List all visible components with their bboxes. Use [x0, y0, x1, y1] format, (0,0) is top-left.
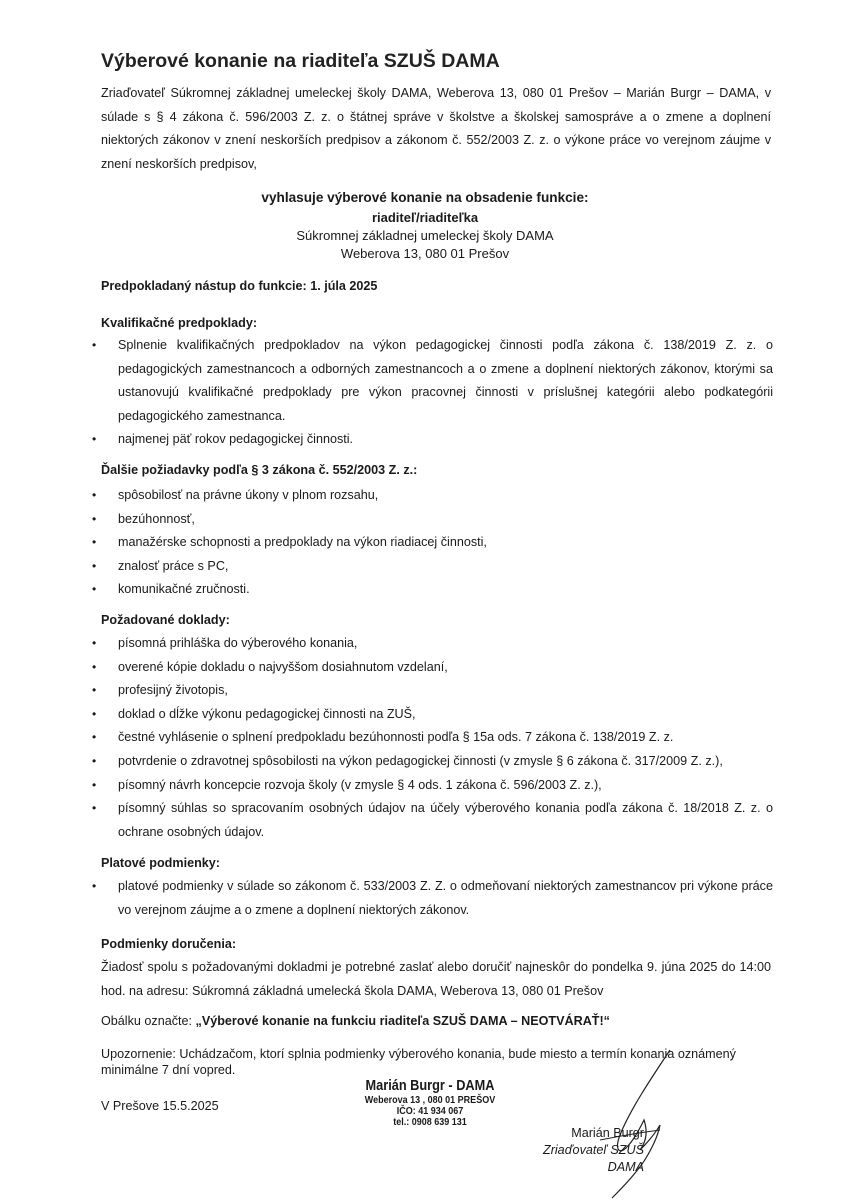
list-item: • bezúhonnosť,: [0, 508, 773, 532]
list-item: • písomný návrh koncepcie rozvoja školy (v zmysle § 4 ods. 1 zákona č. 596/2003 Z. z.),: [0, 774, 773, 798]
qualification-heading: Kvalifikačné predpoklady:: [101, 316, 258, 330]
bullet-icon: •: [92, 879, 97, 893]
envelope-instruction: [101, 1010, 771, 1034]
stamp-name: Marián Burgr - DAMA: [365, 1077, 495, 1094]
bullet-icon: •: [92, 535, 97, 550]
list-item: • overené kópie dokladu o najvyššom dosiahnutom vzdelaní,: [0, 656, 773, 680]
stamp: [350, 1077, 510, 1128]
list-item: • profesijný životopis,: [0, 679, 773, 703]
list-item: • písomný súhlas so spracovaním osobných údajov na účely výberového konania podľa zákona č. 18/2018 Z. z. o ochrane osobných údajov.: [0, 797, 773, 844]
delivery-text: Žiadosť spolu s požadovanými dokladmi je potrebné zaslať alebo doručiť najneskôr do pondelka 9. júna 2025 do 14:00 hod. na adresu: Súkromná základná umelecká škola DAMA, Weberova 13, 080 01 Prešov: [101, 960, 771, 998]
announcement-school: Súkromnej základnej umeleckej školy DAMA: [296, 228, 554, 243]
envelope-prefix: Obálku označte:: [101, 1014, 196, 1028]
requirements-list: [0, 484, 773, 602]
bullet-icon: •: [92, 706, 97, 721]
qualification-list: [0, 334, 773, 452]
bullet-icon: •: [92, 582, 97, 597]
document-title: Výberové konanie na riaditeľa SZUŠ DAMA: [101, 50, 500, 72]
bullet-icon: •: [92, 801, 97, 816]
signer-role: Zriaďovateľ SZUŠ DAMA: [543, 1143, 644, 1174]
salary-list: [0, 875, 773, 922]
list-item: • písomná prihláška do výberového konania,: [0, 632, 773, 656]
list-item: • čestné vyhlásenie o splnení predpokladu bezúhonnosti podľa § 15a ods. 7 zákona č. 138/2019 Z. z.: [0, 726, 773, 750]
signature-icon: [560, 1040, 680, 1200]
documents-list: [0, 632, 773, 844]
requirements-heading: Ďalšie požiadavky podľa § 3 zákona č. 552/2003 Z. z.:: [101, 463, 418, 477]
bullet-icon: •: [92, 636, 97, 650]
start-date: Predpokladaný nástup do funkcie: 1. júla 2025: [101, 279, 378, 293]
bullet-icon: •: [92, 659, 97, 674]
delivery-heading: Podmienky doručenia:: [101, 937, 237, 951]
bullet-icon: •: [92, 730, 97, 745]
announcement-line-1: vyhlasuje výberové konanie na obsadenie funkcie:: [261, 190, 589, 205]
list-item: • komunikačné zručnosti.: [0, 578, 773, 602]
envelope-label: „Výberové konanie na funkciu riaditeľa SZUŠ DAMA – NEOTVÁRAŤ!“: [195, 1014, 610, 1028]
bullet-icon: •: [92, 777, 97, 792]
signer-name: Marián Burgr: [571, 1126, 644, 1140]
list-item: • manažérske schopnosti a predpoklady na výkon riadiacej činnosti,: [0, 531, 773, 555]
bullet-icon: •: [92, 432, 97, 447]
document-date: V Prešove 15.5.2025: [101, 1099, 219, 1113]
intro-paragraph: Zriaďovateľ Súkromnej základnej umeleckej školy DAMA, Weberova 13, 080 01 Prešov – Marián Burgr – DAMA, v súlade s § 4 zákona č. 596/2003 Z. z. o štátnej správe v školstve a školskej samospráve a o zmene a doplnení niektorých zákonov v znení neskorších predpisov a zákonom č. 552/2003 Z. z. o výkone práce vo verejnom záujme v znení neskorších predpisov,: [101, 86, 771, 171]
bullet-icon: •: [92, 338, 97, 352]
signer-block: [510, 1125, 644, 1176]
documents-heading: Požadované doklady:: [101, 613, 230, 627]
list-item: • spôsobilosť na právne úkony v plnom rozsahu,: [0, 484, 773, 508]
salary-heading: Platové podmienky:: [101, 856, 220, 870]
list-item: • doklad o dĺžke výkonu pedagogickej činnosti na ZUŠ,: [0, 703, 773, 727]
list-item: • Splnenie kvalifikačných predpokladov na výkon pedagogickej činnosti podľa zákona č. 138/2019 Z. z. o pedagogických zamestnancoch a odborných zamestnancoch a o zmene a doplnení niektorých zákonov, ktorými sa ustanovujú kvalifikačné predpoklady pre výkon pracovnej činnosti v príslušnej kategórii alebo podkategórii pedagogického zamestnanca.: [0, 334, 773, 428]
stamp-address: Weberova 13 , 080 01 PREŠOV: [364, 1095, 496, 1106]
bullet-icon: •: [92, 558, 97, 573]
bullet-icon: •: [92, 488, 97, 502]
list-item: • znalosť práce s PC,: [0, 555, 773, 579]
bullet-icon: •: [92, 683, 97, 698]
bullet-icon: •: [92, 753, 97, 768]
list-item: • potvrdenie o zdravotnej spôsobilosti na výkon pedagogickej činnosti (v zmysle § 6 zákona č. 317/2009 Z. z.),: [0, 750, 773, 774]
bullet-icon: •: [92, 511, 97, 526]
notice-text: Upozornenie: Uchádzačom, ktorí splnia podmienky výberového konania, bude miesto a termín konania oznámený minimálne 7 dní vopred.: [101, 1047, 736, 1077]
stamp-phone: tel.: 0908 639 131: [393, 1117, 467, 1128]
list-item: • najmenej päť rokov pedagogickej činnosti.: [0, 428, 773, 452]
announcement-position: riaditeľ/riaditeľka: [371, 210, 479, 225]
list-item: • platové podmienky v súlade so zákonom č. 533/2003 Z. Z. o odmeňovaní niektorých zamestnancov pri výkone práce vo verejnom záujme a o zmene a doplnení niektorých zákonov.: [0, 875, 773, 922]
announcement-address: Weberova 13, 080 01 Prešov: [340, 246, 510, 261]
stamp-ico: IČO: 41 934 067: [396, 1106, 464, 1117]
